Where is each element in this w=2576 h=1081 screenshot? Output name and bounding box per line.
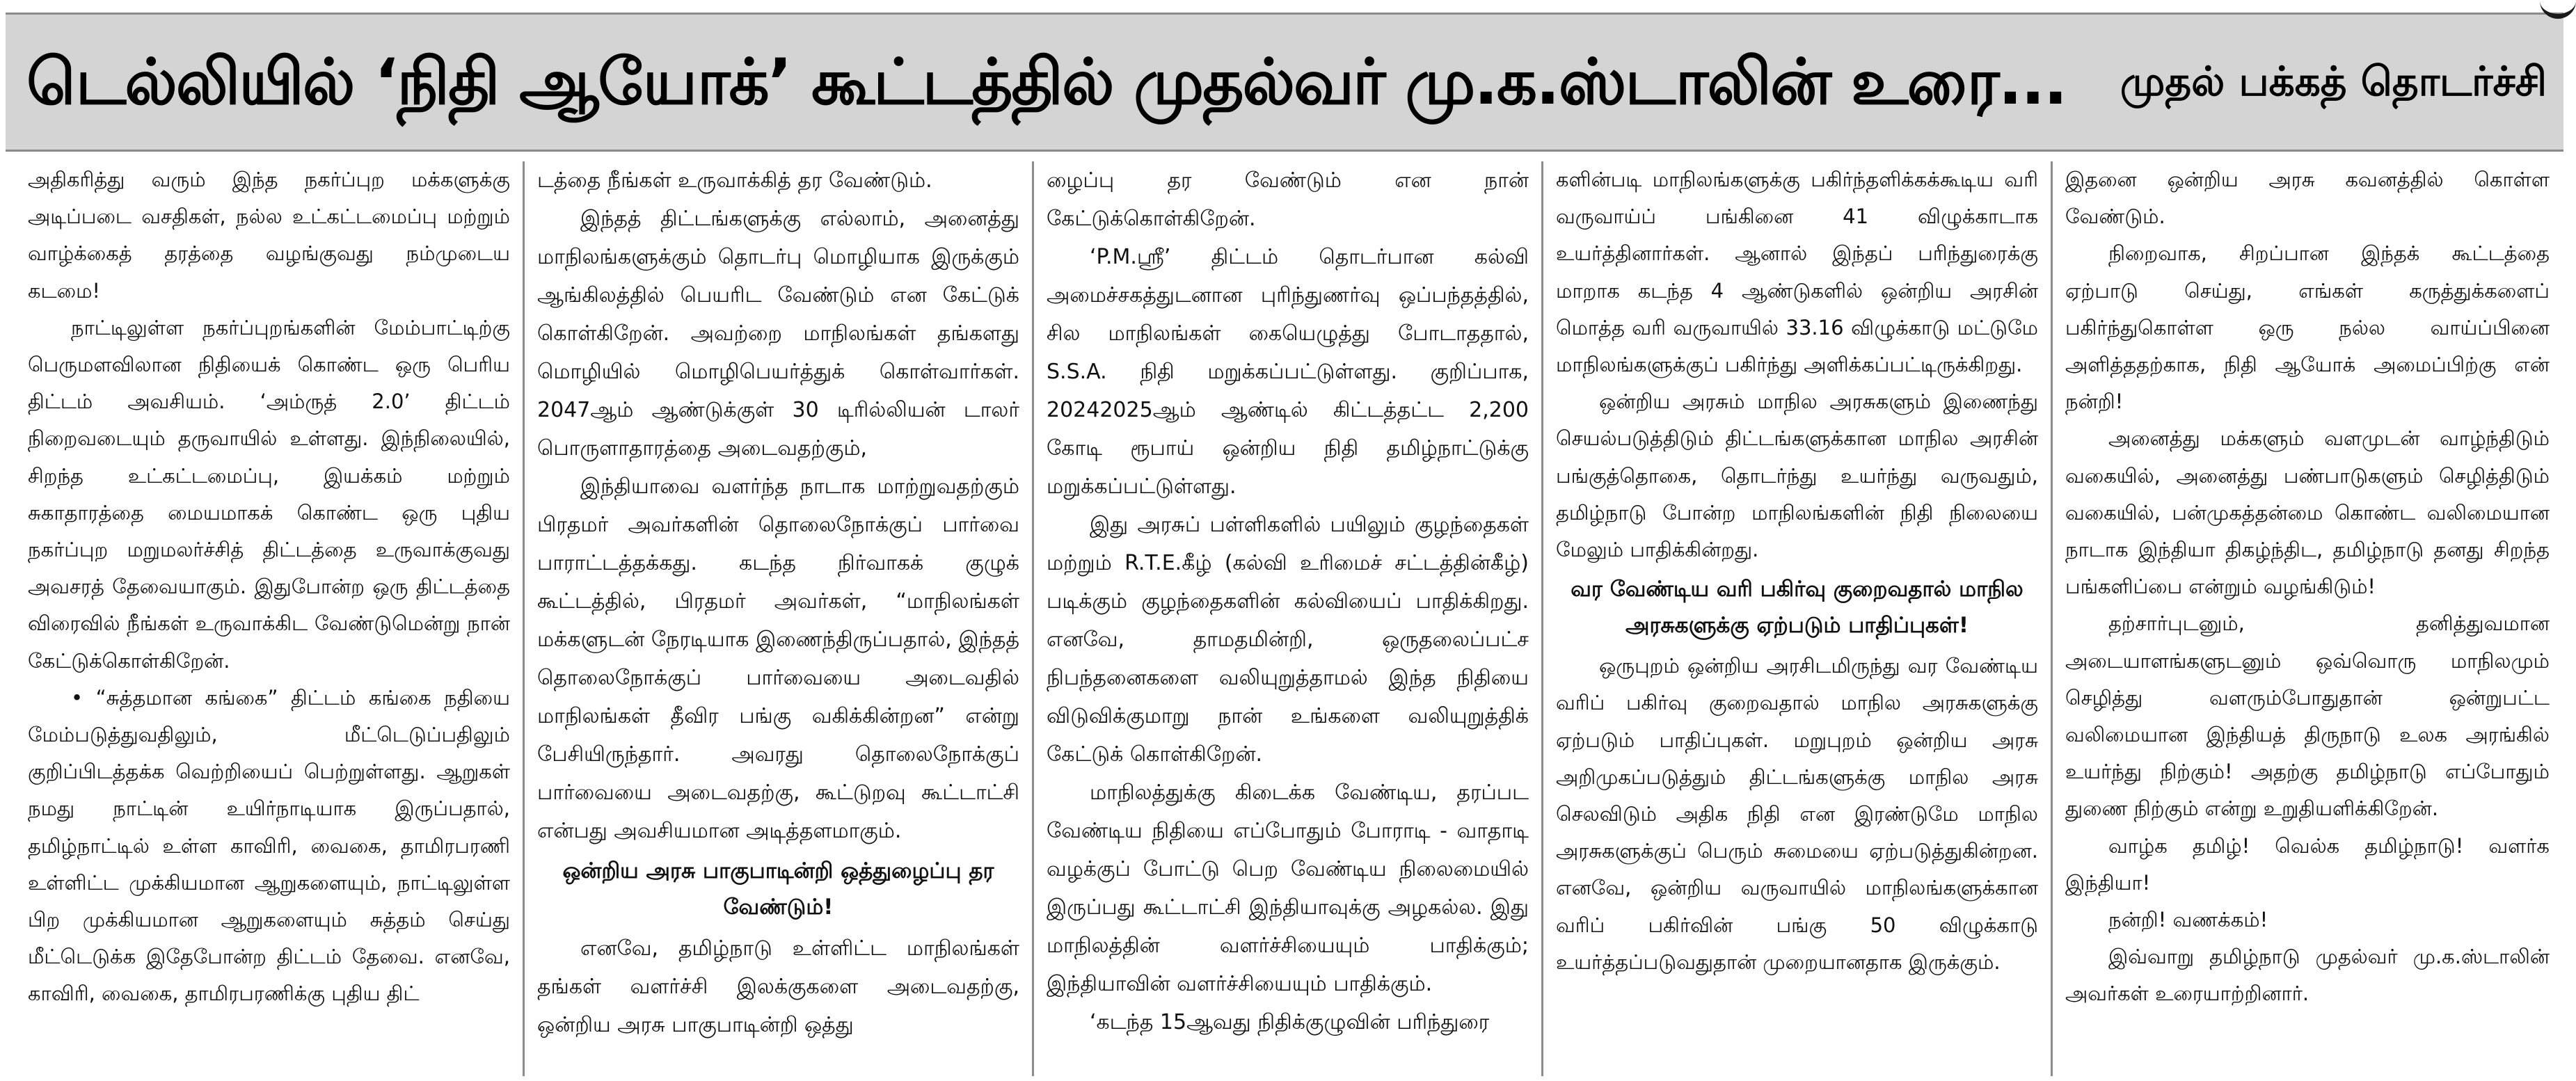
closing-line: இவ்வாறு தமிழ்நாடு முதல்வர் மு.க.ஸ்டாலின் அவர்கள் உரையாற்றினார். — [2065, 945, 2550, 1006]
article-columns — [15, 161, 2562, 1076]
article-column-1 — [15, 161, 525, 1076]
paragraph: களின்படி மாநிலங்களுக்கு பகிர்ந்தளிக்கக்கூடிய வரி வருவாய்ப் பங்கினை 41 விழுக்காடாக உயர்த்தினார்கள். ஆனால் இந்தப் பரிந்துரைக்கு மாறாக கடந்த 4 ஆண்டுகளில் ஒன்றிய அரசின் மொத்த வரி வருவாயில் 33.16 விழுக்காடு மட்டுமே மாநிலங்களுக்குப் பகிர்ந்து அளிக்கப்பட்டிருக்கிறது. — [1556, 168, 2038, 377]
article-column-5 — [2053, 161, 2562, 1076]
paragraph: வாழ்க தமிழ்! வெல்க தமிழ்நாடு! வளர்க இந்தியா! — [2065, 833, 2550, 895]
paragraph: இந்தத் திட்டங்களுக்கு எல்லாம், அனைத்து மாநிலங்களுக்கும் தொடர்பு மொழியாக இருக்கும் ஆங்கிலத்தில் பெயரிட வேண்டும் என கேட்டுக் கொள்கிறேன். அவற்றை மாநிலங்கள் தங்களது மொழியில் மொழிபெயர்த்துக் கொள்வார்கள். 2047ஆம் ஆண்டுக்குள் 30 டிரில்லியன் டாலர் பொருளாதாரத்தை அடைவதற்கும், — [537, 207, 1019, 461]
paragraph: டத்தை நீங்கள் உருவாக்கித் தர வேண்டும். — [537, 168, 932, 193]
headline-banner — [6, 13, 2563, 152]
paragraph: இந்தியாவை வளர்ந்த நாடாக மாற்றுவதற்கும் பிரதமர் அவர்களின் தொலைநோக்குப் பார்வை பாராட்டத்தக்கது. கடந்த நிர்வாகக் குழுக் கூட்டத்தில், பிரதமர் அவர்கள், “மாநிலங்கள் மக்களுடன் நேரடியாக இணைந்திருப்பதால், இந்தத் தொலைநோக்குப் பார்வையை அடைவதில் மாநிலங்கள் தீவிர பங்கு வகிக்கின்றன” என்று பேசியிருந்தார். அவரது தொலைநோக்குப் பார்வையை அடைவதற்கு, கூட்டுறவு கூட்டாட்சி என்பது அவசியமான அடித்தளமாகும். — [537, 474, 1019, 843]
subheading: வர வேண்டிய வரி பகிர்வு குறைவதால் மாநில அரசுகளுக்கு ஏற்படும் பாதிப்புகள்! — [1571, 577, 2024, 639]
paragraph: இது அரசுப் பள்ளிகளில் பயிலும் குழந்தைகள் மற்றும் R.T.E.கீழ் (கல்வி உரிமைச் சட்டத்தின்கீழ்) படிக்கும் குழந்தைகளின் கல்வியைப் பாதிக்கிறது. எனவே, தாமதமின்றி, ஒருதலைப்பட்ச நிபந்தனைகளை வலியுறுத்தாமல் இந்த நிதியை விடுவிக்குமாறு நான் உங்களை வலியுறுத்திக் கேட்டுக் கொள்கிறேன். — [1047, 513, 1529, 767]
paragraph: ஒருபுறம் ஒன்றிய அரசிடமிருந்து வர வேண்டிய வரிப் பகிர்வு குறைவதால் மாநில அரசுகளுக்கு ஏற்படும் பாதிப்புகள். மறுபுறம் ஒன்றிய அரசு அறிமுகப்படுத்தும் திட்டங்களுக்கு மாநில அரசு செலவிடும் அதிக நிதி என இரண்டுமே மாநில அரசுகளுக்குப் பெரும் சுமையை ஏற்படுத்துகின்றன. எனவே, ஒன்றிய வருவாயில் மாநிலங்களுக்கான வரிப் பகிர்வின் பங்கு 50 விழுக்காடு உயர்த்தப்படுவதுதான் முறையானதாக இருக்கும். — [1556, 654, 2038, 974]
paragraph: நிறைவாக, சிறப்பான இந்தக் கூட்டத்தை ஏற்பாடு செய்து, எங்கள் கருத்துக்களைப் பகிர்ந்துகொள்ள ஒரு நல்ல வாய்ப்பினை அளித்ததற்காக, நிதி ஆயோக் அமைப்பிற்கு என் நன்றி! — [2065, 241, 2550, 414]
paragraph: நாட்டிலுள்ள நகர்ப்புறங்களின் மேம்பாட்டிற்கு பெருமளவிலான நிதியைக் கொண்ட ஒரு பெரிய திட்டம் அவசியம். ‘அம்ருத் 2.0’ திட்டம் நிறைவடையும் தருவாயில் உள்ளது. இந்நிலையில், சிறந்த உட்கட்டமைப்பு, இயக்கம் மற்றும் சுகாதாரத்தை மையமாகக் கொண்ட ஒரு புதிய நகர்ப்புற மறுமலர்ச்சித் திட்டத்தை உருவாக்குவது அவசரத் தேவையாகும். இதுபோன்ற ஒரு திட்டத்தை விரைவில் நீங்கள் உருவாக்கிட வேண்டுமென்று நான் கேட்டுக்கொள்கிறேன். — [28, 315, 510, 673]
paragraph: ழைப்பு தர வேண்டும் என நான் கேட்டுக்கொள்கிறேன். — [1047, 168, 1529, 231]
continued-from-front-label: முதல் பக்கத் தொடர்ச்சி — [2120, 58, 2547, 105]
page-headline: டெல்லியில் ‘நிதி ஆயோக்’ கூட்டத்தில் முதல்வர் மு.க.ஸ்டாலின் உரை... — [26, 45, 2067, 119]
paragraph: இதனை ஒன்றிய அரசு கவனத்தில் கொள்ள வேண்டும். — [2065, 168, 2550, 229]
paragraph: ‘P.M.ஸ்ரீ’ திட்டம் தொடர்பான கல்வி அமைச்சகத்துடனான புரிந்துணர்வு ஒப்பந்தத்தில், சில மாநிலங்கள் கையெழுத்து போடாததால், S.S.A. நிதி மறுக்கப்பட்டுள்ளது. குறிப்பாக, 20242025ஆம் ஆண்டில் கிட்டத்தட்ட 2,200 கோடி ரூபாய் ஒன்றிய நிதி தமிழ்நாட்டுக்கு மறுக்கப்பட்டுள்ளது. — [1047, 245, 1529, 499]
paragraph: அதிகரித்து வரும் இந்த நகர்ப்புற மக்களுக்கு அடிப்படை வசதிகள், நல்ல உட்கட்டமைப்பு மற்றும் வாழ்க்கைத் தரத்தை வழங்குவது நம்முடைய கடமை! — [28, 168, 510, 303]
paragraph: தற்சார்புடனும், தனித்துவமான அடையாளங்களுடனும் ஒவ்வொரு மாநிலமும் செழித்து வளரும்போதுதான் ஒன்றுபட்ட வலிமையான இந்தியத் திருநாடு உலக அரங்கில் உயர்ந்து நிற்கும்! அதற்கு தமிழ்நாடு எப்போதும் துணை நிற்கும் என்று உறுதியளிக்கிறேன். — [2065, 611, 2550, 821]
paragraph: நன்றி! வணக்கம்! — [2108, 908, 2268, 932]
paragraph: ‘கடந்த 15ஆவது நிதிக்குழுவின் பரிந்துரை — [1090, 1010, 1490, 1034]
article-column-4 — [1543, 161, 2053, 1076]
article-column-3 — [1034, 161, 1543, 1076]
paragraph: எனவே, தமிழ்நாடு உள்ளிட்ட மாநிலங்கள் தங்கள் வளர்ச்சி இலக்குகளை அடைவதற்கு, ஒன்றிய அரசு பாகுபாடின்றி ஒத்து — [537, 936, 1019, 1037]
paragraph: மாநிலத்துக்கு கிடைக்க வேண்டிய, தரப்பட வேண்டிய நிதியை எப்போதும் போராடி - வாதாடி வழக்குப் போட்டு பெற வேண்டிய நிலைமையில் இருப்பது கூட்டாட்சி இந்தியாவுக்கு அழகல்ல. இது மாநிலத்தின் வளர்ச்சியையும் பாதிக்கும்; இந்தியாவின் வளர்ச்சியையும் பாதிக்கும். — [1047, 780, 1529, 996]
article-column-2 — [525, 161, 1034, 1076]
paragraph: • “சுத்தமான கங்கை” திட்டம் கங்கை நதியை மேம்படுத்துவதிலும், மீட்டெடுப்பதிலும் குறிப்பிடத்தக்க வெற்றியைப் பெற்றுள்ளது. ஆறுகள் நமது நாட்டின் உயிர்நாடியாக இருப்பதால், தமிழ்நாட்டில் உள்ள காவிரி, வைகை, தாமிரபரணி உள்ளிட்ட முக்கியமான ஆறுகளையும், நாட்டிலுள்ள பிற முக்கியமான ஆறுகளையும் சுத்தம் செய்து மீட்டெடுக்க இதேபோன்ற திட்டம் தேவை. எனவே, காவிரி, வைகை, தாமிரபரணிக்கு புதிய திட் — [28, 685, 510, 1006]
paragraph: அனைத்து மக்களும் வளமுடன் வாழ்ந்திடும் வகையில், அனைத்து பண்பாடுகளும் செழித்திடும் வகையில், பன்முகத்தன்மை கொண்ட வலிமையான நாடாக இந்தியா திகழ்ந்திட, தமிழ்நாடு தனது சிறந்த பங்களிப்பை என்றும் வழங்கிடும்! — [2065, 426, 2550, 599]
subheading: ஒன்றிய அரசு பாகுபாடின்றி ஒத்துழைப்பு தர வேண்டும்! — [562, 858, 994, 920]
paragraph: ஒன்றிய அரசும் மாநில அரசுகளும் இணைந்து செயல்படுத்திடும் திட்டங்களுக்கான மாநில அரசின் பங்குத்தொகை, தொடர்ந்து உயர்ந்து வருவதும், தமிழ்நாடு போன்ற மாநிலங்களின் நிதி நிலையை மேலும் பாதிக்கின்றது. — [1556, 390, 2038, 562]
